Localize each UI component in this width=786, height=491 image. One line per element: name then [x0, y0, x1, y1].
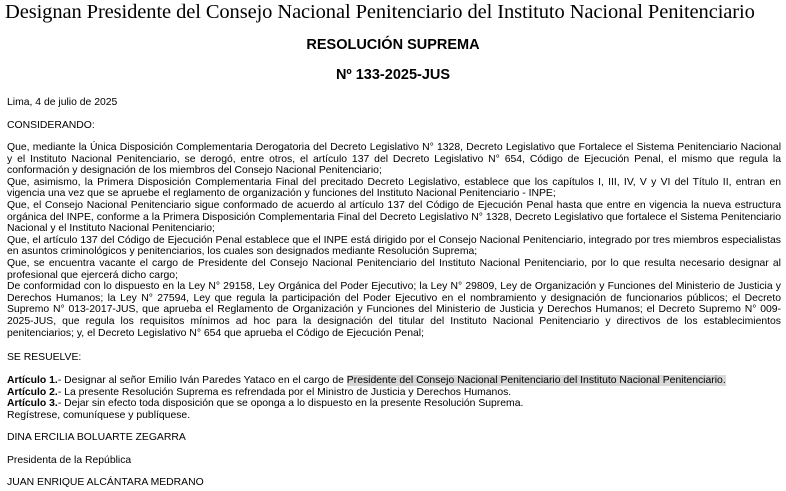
article-label: Artículo 3.	[7, 398, 58, 410]
signatory-1-role: Presidenta de la República	[7, 455, 132, 466]
resolution-number: Nº 133-2025-JUS	[335, 67, 451, 83]
articles-block	[7, 375, 781, 421]
resolution-type: RESOLUCIÓN SUPREMA	[306, 37, 480, 53]
article-2	[7, 387, 781, 399]
highlighted-position: Presidente del Consejo Nacional Penitenciario del Instituto Nacional Penitenciario.	[346, 375, 726, 386]
consideration-paragraph: Que, el Consejo Nacional Penitenciario sigue conformado de acuerdo al artículo 137 del Código de Ejecución Penal hasta que entre en vigencia la nueva estructura orgánica del INPE, conforme a la Primera Disposición Complementaria Final del Decreto Legislativo N° 1328, Decreto Legislativo que fortalece el Sistema Penitenciario Nacional y el Instituto Nacional Penitenciario;	[7, 199, 781, 235]
article-1	[7, 375, 781, 387]
considering-heading: CONSIDERANDO:	[7, 120, 95, 131]
article-text: - Dejar sin efecto toda disposición que se oponga a lo dispuesto en la presente Resolución Suprema.	[57, 398, 524, 410]
consideration-paragraph: Que, se encuentra vacante el cargo de Presidente del Consejo Nacional Penitenciario del Instituto Nacional Penitenciario, por lo que resulta necesario designar al profesional que ejercerá dicho cargo;	[7, 257, 781, 281]
article-text: - La presente Resolución Suprema es refrendada por el Ministro de Justicia y Derechos Humanos.	[57, 386, 512, 398]
closing-formula: Regístrese, comuníquese y publíquese.	[7, 409, 191, 421]
article-text: - Designar al señor Emilio Iván Paredes Yataco en el cargo de	[57, 375, 347, 386]
legal-basis-paragraph: De conformidad con lo dispuesto en la Ley N° 29158, Ley Orgánica del Poder Ejecutivo; la Ley N° 29809, Ley de Organización y Funciones del Ministerio de Justicia y Derechos Humanos; la Ley N° 27594, Ley que regula la participación del Poder Ejecutivo en el nombramiento y designación de funcionarios públicos; el Decreto Supremo N° 013-2017-JUS, que aprueba el Reglamento de Organización y Funciones del Ministerio de Justicia y Derechos Humanos; el Decreto Supremo N° 009-2025-JUS, que regula los requisitos mínimos ad hoc para la designación del titular del Instituto Nacional Penitenciario y directivos de los establecimientos penitenciarios; y, el Decreto Legislativo N° 654 que aprueba el Código de Ejecución Penal;	[7, 281, 781, 339]
article-3	[7, 398, 781, 410]
place-date: Lima, 4 de julio de 2025	[7, 97, 118, 108]
signatory-2-name: JUAN ENRIQUE ALCÁNTARA MEDRANO	[7, 477, 204, 488]
consideration-paragraph: Que, el artículo 137 del Código de Ejecución Penal establece que el INPE está dirigido por el Consejo Nacional Penitenciario, integrado por tres miembros especialistas en asuntos criminológicos y penitenciarios, los cuales son designados mediante Resolución Suprema;	[7, 234, 781, 258]
consideration-paragraph: Que, asimismo, la Primera Disposición Complementaria Final del precitado Decreto Legislativo, establece que los capítulos I, III, IV, V y VI del Título II, entran en vigencia una vez que se apruebe el reglamento de organización y funciones del Instituto Nacional Penitenciario - INPE;	[7, 176, 781, 200]
article-label: Artículo 2.	[7, 386, 58, 398]
resolves-heading: SE RESUELVE:	[7, 352, 82, 363]
consideration-paragraph: Que, mediante la Única Disposición Complementaria Derogatoria del Decreto Legislativo N° 1328, Decreto Legislativo que Fortalece el Sistema Penitenciario Nacional y el Instituto Nacional Penitenciario, se derogó, entre otros, el artículo 137 del Decreto Legislativo N° 654, Código de Ejecución Penal, el mismo que regula la conformación y designación de los miembros del Consejo Nacional Penitenciario;	[7, 142, 781, 177]
considerations-block	[7, 142, 781, 339]
document-title: Designan Presidente del Consejo Nacional Penitenciario del Instituto Nacional Penitenciario	[5, 1, 755, 23]
signatory-1-name: DINA ERCILIA BOLUARTE ZEGARRA	[7, 432, 186, 443]
article-label: Artículo 1.	[7, 375, 58, 386]
